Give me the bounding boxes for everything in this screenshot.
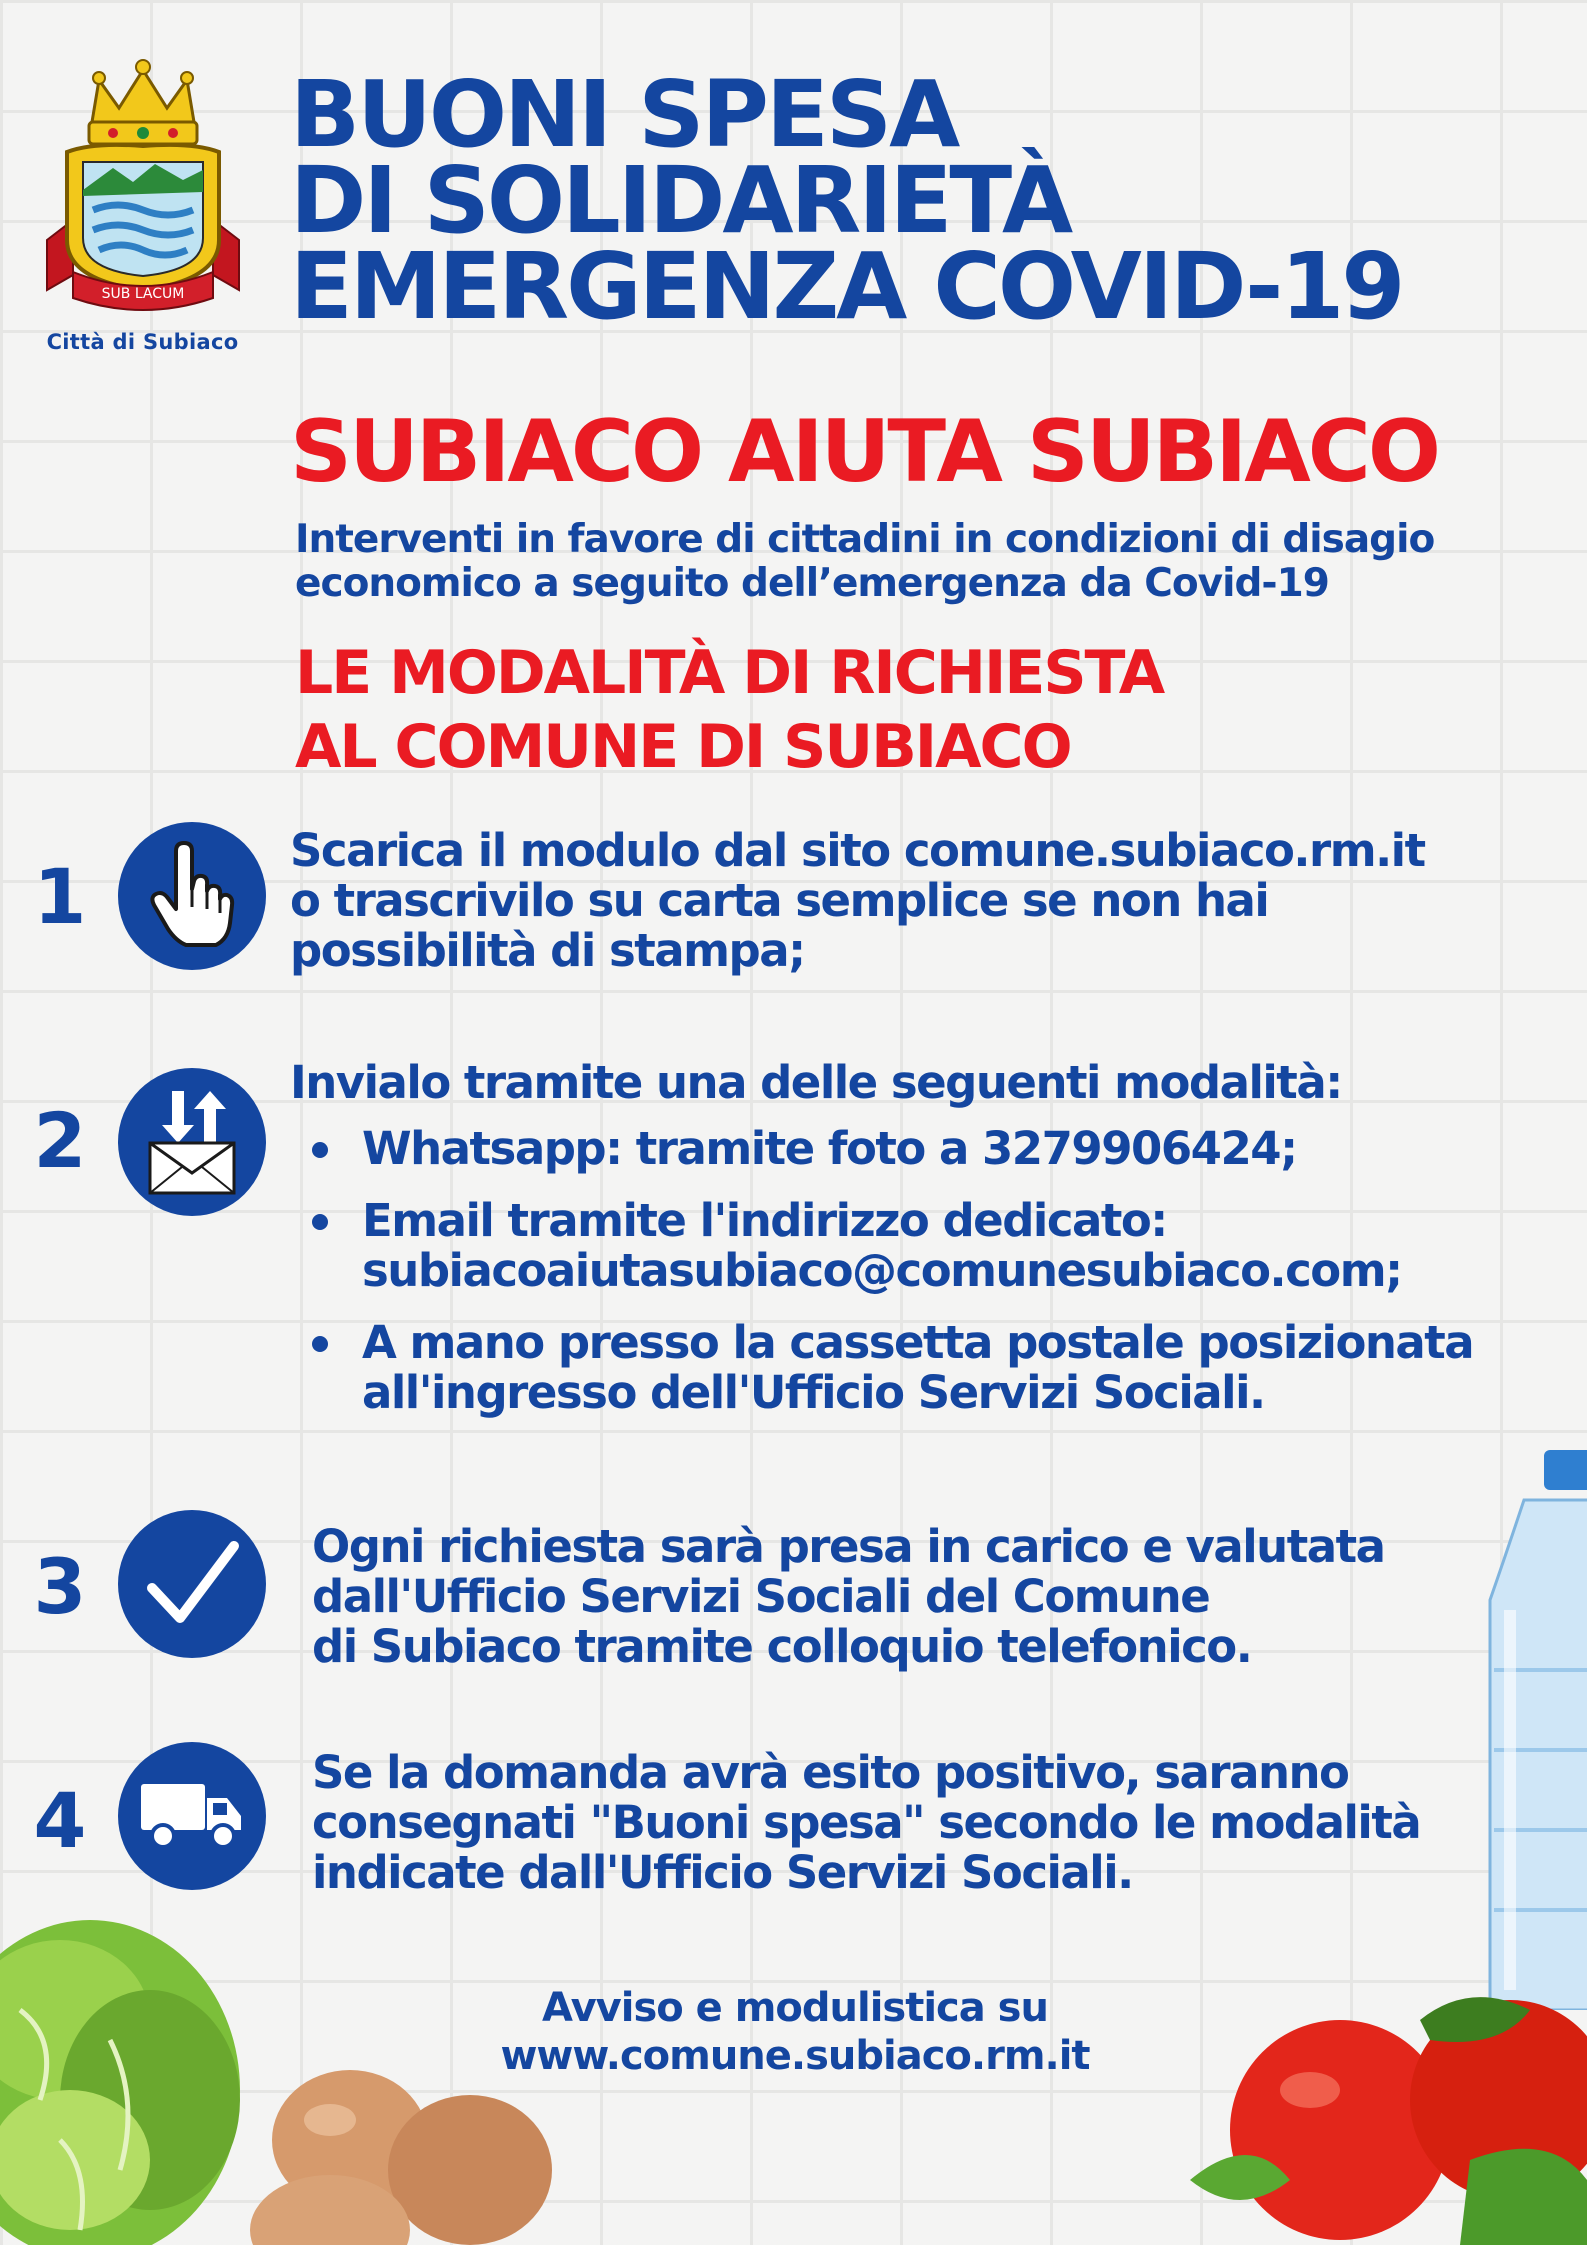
- step-1-line-2: o trascrivilo su carta semplice se non hai: [290, 874, 1269, 927]
- send-methods-list: [290, 1124, 1560, 1418]
- campaign-subtitle: SUBIACO AIUTA SUBIACO: [290, 402, 1439, 502]
- step-1-line-3: possibilità di stampa;: [290, 924, 805, 977]
- footer-website-link[interactable]: www.comune.subiaco.rm.it: [500, 2033, 1090, 2079]
- mail-transfer-icon: [144, 1087, 240, 1197]
- eggs-icon: [250, 2060, 580, 2245]
- pointer-hand-icon: [146, 841, 238, 951]
- step-2-text: [290, 1058, 1560, 1440]
- step-3-line-2: dall'Ufficio Servizi Sociali del Comune: [312, 1570, 1210, 1623]
- step-4-line-1: Se la domanda avrà esito positivo, saranno: [312, 1746, 1349, 1799]
- send-method-email: [362, 1196, 1560, 1296]
- hand-delivery-line-1: A mano presso la cassetta postale posizionata: [362, 1316, 1474, 1369]
- whatsapp-line: Whatsapp: tramite foto a 3279906424;: [362, 1122, 1297, 1175]
- step-1-line-1: Scarica il modulo dal sito comune.subiaco.rm.it: [290, 824, 1425, 877]
- step-4-number: 4: [33, 1776, 87, 1865]
- checkmark-icon: [142, 1534, 242, 1634]
- logo-caption: Città di Subiaco: [46, 330, 239, 354]
- step-2-number: 2: [33, 1096, 87, 1185]
- city-logo: [30, 50, 255, 354]
- intro-text: Interventi in favore di cittadini in condizioni di disagio economico a seguito dell’emergenza da Covid-19: [295, 517, 1435, 606]
- step-2-icon-circle: [118, 1068, 266, 1216]
- section-heading-line-1: LE MODALITÀ DI RICHIESTA: [295, 638, 1164, 708]
- step-3-text: [312, 1522, 1552, 1672]
- email-address: subiacoaiutasubiaco@comunesubiaco.com;: [362, 1244, 1402, 1297]
- title-line-2: DI SOLIDARIETÀ: [290, 147, 1071, 254]
- section-heading: [295, 636, 1163, 784]
- tomatoes-basil-icon: [1170, 1980, 1587, 2245]
- step-4-line-2: consegnati "Buoni spesa" secondo le modalità: [312, 1796, 1421, 1849]
- hand-delivery-line-2: all'ingresso dell'Ufficio Servizi Sociali.: [362, 1366, 1265, 1419]
- step-1-number: 1: [33, 852, 87, 941]
- step-3-number: 3: [33, 1542, 87, 1631]
- send-method-whatsapp: [362, 1124, 1560, 1174]
- main-title: [290, 61, 1403, 340]
- logo-motto: SUB LACUM: [101, 286, 184, 302]
- step-2-heading: Invialo tramite una delle seguenti modalità:: [290, 1056, 1342, 1109]
- step-4-text: [312, 1748, 1552, 1898]
- section-heading-line-2: AL COMUNE DI SUBIACO: [295, 712, 1071, 782]
- footer-line-1: Avviso e modulistica su: [542, 1985, 1048, 2031]
- step-3-icon-circle: [118, 1510, 266, 1658]
- crown-icon: [89, 60, 197, 144]
- send-method-hand-delivery: [362, 1318, 1560, 1418]
- title-line-1: BUONI SPESA: [290, 61, 958, 168]
- step-1-icon-circle: [118, 822, 266, 970]
- water-bottle-icon: [1484, 1450, 1587, 2010]
- step-3-line-1: Ogni richiesta sarà presa in carico e valutata: [312, 1520, 1385, 1573]
- step-1-text: [290, 826, 1550, 976]
- email-line-1: Email tramite l'indirizzo dedicato:: [362, 1194, 1167, 1247]
- coat-of-arms-icon: [33, 50, 253, 320]
- step-4-line-3: indicate dall'Ufficio Servizi Sociali.: [312, 1846, 1133, 1899]
- step-3-line-3: di Subiaco tramite colloquio telefonico.: [312, 1620, 1252, 1673]
- title-line-3: EMERGENZA COVID-19: [290, 233, 1403, 340]
